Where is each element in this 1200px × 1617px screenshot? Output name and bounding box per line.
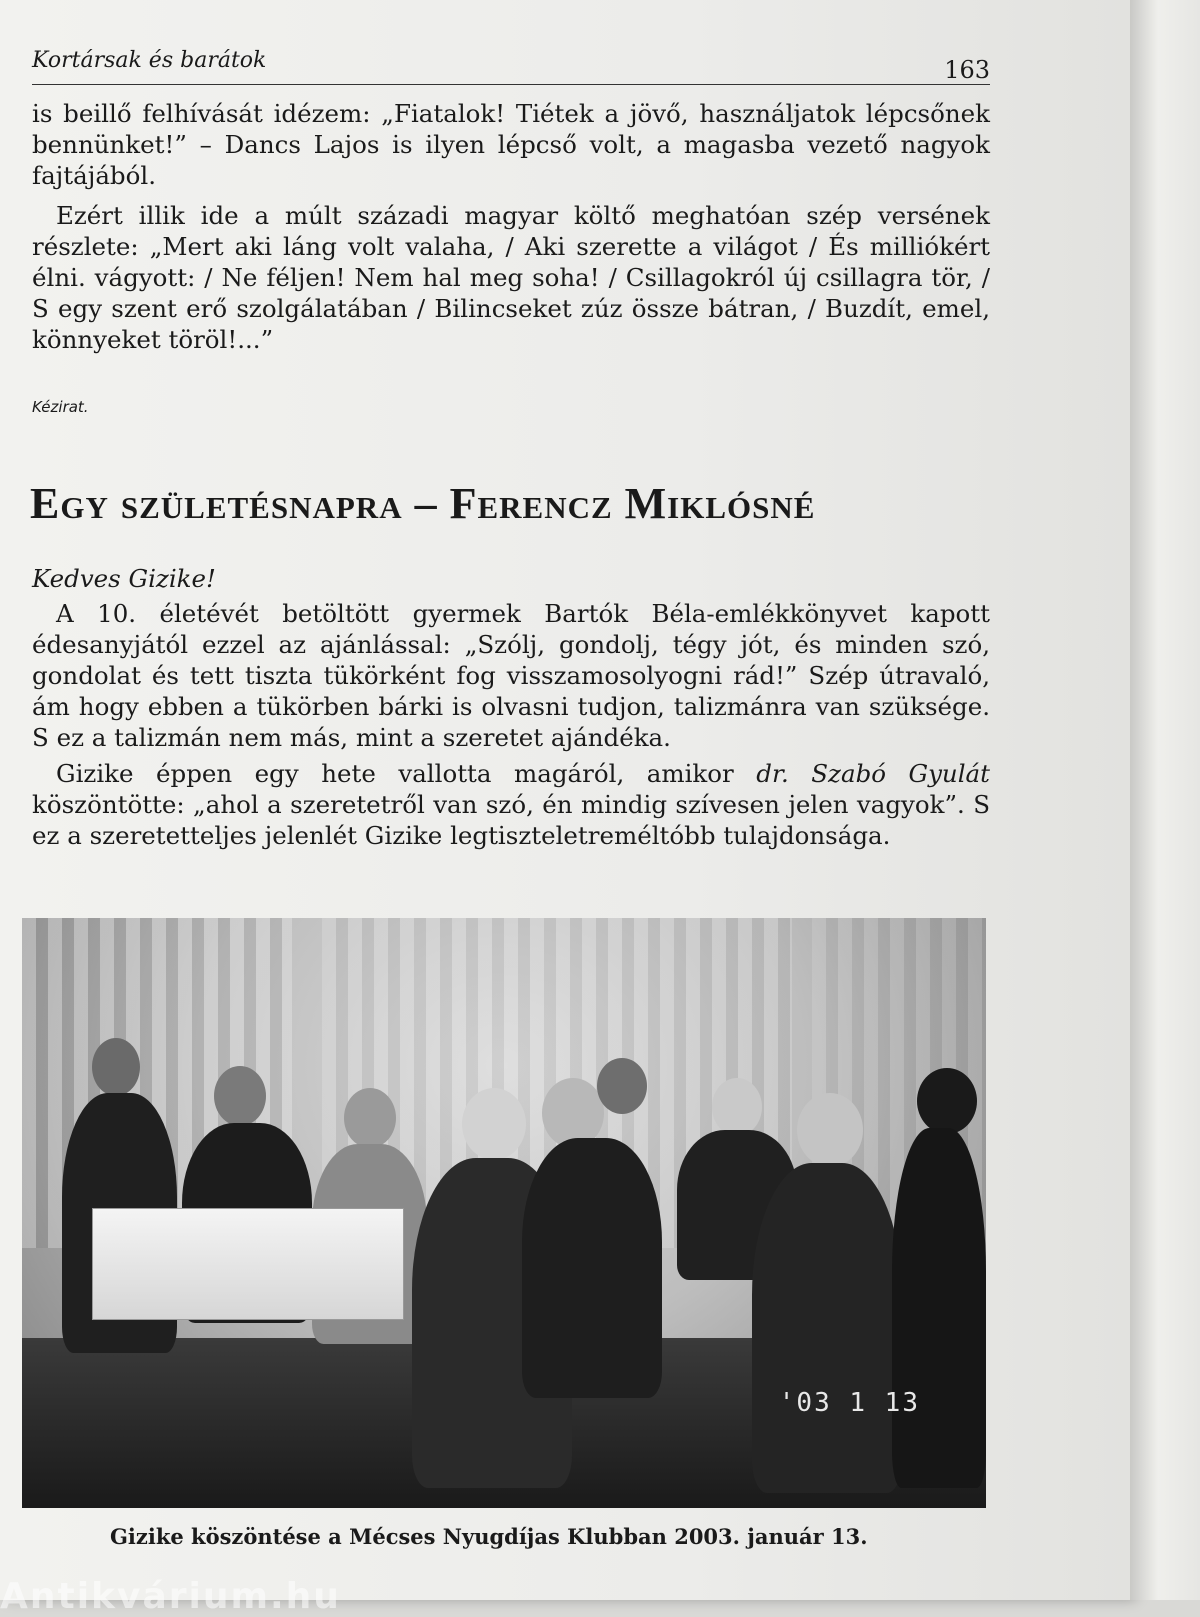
paragraph-2-end: köszöntötte: „ahol a szeretetről van szó, én mindig szívesen jelen vagyok”. S ez a szeretetteljes jelenlét Gizike legtiszteletreméltóbb tulajdonsága. [32,790,990,850]
source-note: Kézirat. [32,398,89,416]
body-paragraph-2 [32,758,990,851]
tablecloth-table [92,1208,404,1320]
page-number: 163 [944,56,990,84]
photo-caption: Gizike köszöntése a Mécses Nyugdíjas Klubban 2003. január 13. [110,1524,868,1549]
section-heading: Egy születésnapra – Ferencz Miklósné [30,479,816,528]
running-head [32,26,990,85]
intro-paragraph-2: Ezért illik ide a múlt századi magyar költő meghatóan szép versének részlete: „Mert aki láng volt valaha, / Aki szerette a világot / És milliókért élni. vágyott: / Ne féljen! Nem hal meg soha! / Csillagokról új csillagra tör, / S egy szent erő szolgálatában / Bilincseket zúz össze bátran, / Buzdít, emel, könnyeket töröl!...” [32,201,990,354]
body-paragraph-1: A 10. életévét betöltött gyermek Bartók Béla-emlékkönyvet kapott édesanyjától ezzel az ajánlással: „Szólj, gondolj, tégy jót, és minden szó, gondolat és tett tiszta tükörként fog visszamosolyogni rád!” Szép útravaló, ám hogy ebben a tükörben bárki is olvasni tudjon, talizmánra van szüksége. S ez a talizmán nem más, mint a szeretet ajándéka. [32,599,990,752]
person-name: dr. Szabó Gyulát [756,759,990,788]
paragraph-2-start: Gizike éppen egy hete vallotta magáról, amikor [56,759,757,788]
watermark: Antikvárium.hu [0,1576,341,1617]
book-gutter [1130,0,1200,1600]
intro-paragraph-1: is beillő felhívását idézem: „Fiatalok! Tiétek a jövő, használjatok lépcsőnek bennünket!” – Dancs Lajos is ilyen lépcső volt, a magasba vezető nagyok fajtájából. [32,99,990,190]
salutation: Kedves Gizike! [32,564,216,593]
group-photo [22,918,986,1508]
running-head-title: Kortársak és barátok [32,48,267,73]
photo-date-stamp: '03 1 13 [778,1388,920,1418]
